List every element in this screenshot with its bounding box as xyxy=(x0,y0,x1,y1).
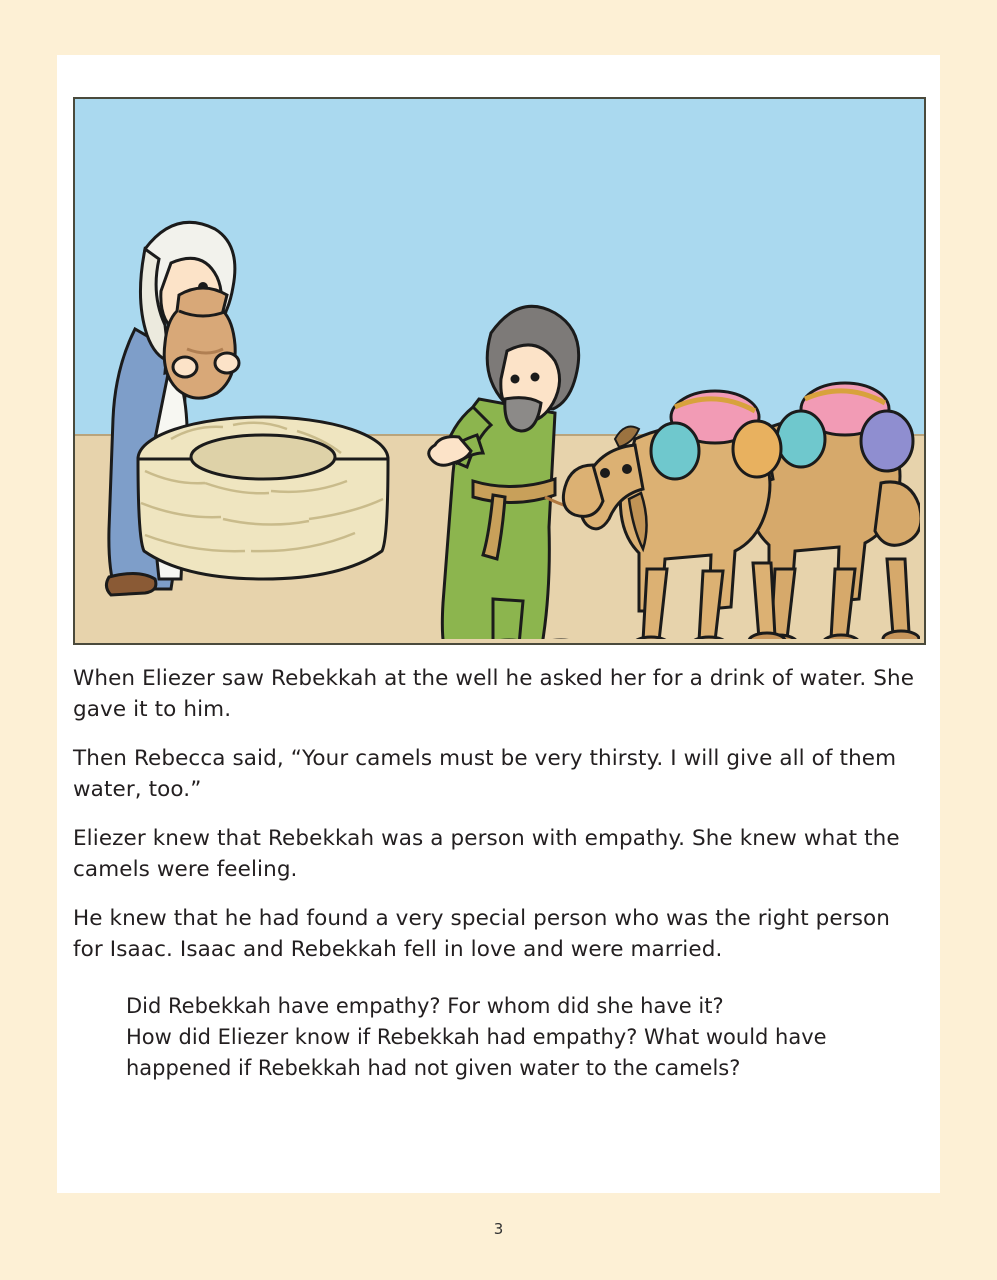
page-sheet xyxy=(57,55,940,1193)
discussion-questions xyxy=(126,991,926,1084)
paragraph-3: Eliezer knew that Rebekkah was a person with empathy. She knew what the camels were feeling. xyxy=(73,826,900,882)
question-2: How did Eliezer know if Rebekkah had empathy? What would have happened if Rebekkah had not given water to the camels? xyxy=(126,1025,827,1080)
story-illustration xyxy=(73,97,926,645)
page-number: 3 xyxy=(493,1220,504,1238)
illustration-artwork xyxy=(75,99,920,639)
story-text xyxy=(73,663,925,1084)
paragraph-4: He knew that he had found a very special person who was the right person for Isaac. Isaac and Rebekkah fell in love and were married. xyxy=(73,906,890,962)
camel-front xyxy=(563,391,785,639)
stone-well xyxy=(138,417,388,579)
paragraph-2: Then Rebecca said, “Your camels must be very thirsty. I will give all of them water, too.” xyxy=(73,746,897,802)
question-1: Did Rebekkah have empathy? For whom did she have it? xyxy=(126,994,724,1018)
paragraph-1: When Eliezer saw Rebekkah at the well he asked her for a drink of water. She gave it to him. xyxy=(73,666,915,722)
